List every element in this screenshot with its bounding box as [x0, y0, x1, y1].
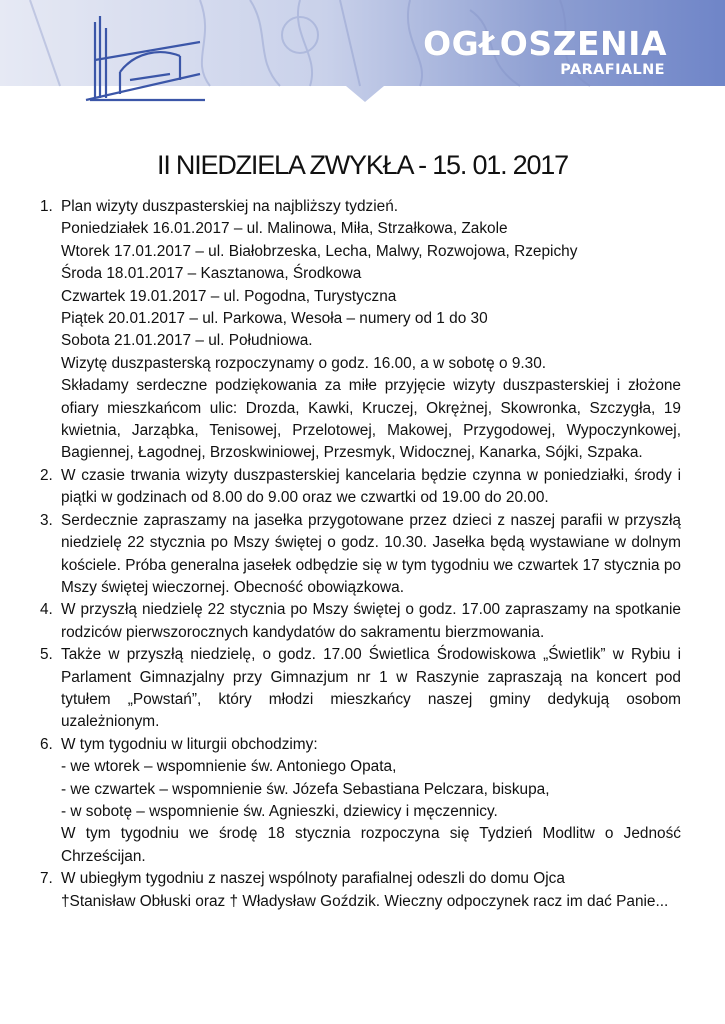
liturgy-bullet: - we wtorek – wspomnienie św. Antoniego Opata,	[61, 758, 397, 776]
schedule-line: Poniedziałek 16.01.2017 – ul. Malinowa, Miła, Strzałkowa, Zakole	[61, 220, 508, 238]
announcement-item-4	[40, 599, 681, 644]
schedule-line: Środa 18.01.2017 – Kasztanowa, Środkowa	[61, 265, 362, 283]
banner-title: OGŁOSZENIA	[423, 24, 667, 63]
thanks-paragraph: Składamy serdeczne podziękowania za miłe przyjęcie wizyty duszpasterskiej i złożone ofiary mieszkańcom ulic: Drozda, Kawki, Kruczej, Okrężnej, Skowronka, Szczygła, 19 kwietnia, Jarząbka, Tenisowej, Przelotowej, Makowej, Przygodowej, Wypoczynkowej, Bagiennej, Łagodnej, Brzoskwiniowej, Przesmyk, Widocznej, Kanarka, Sójki, Szpaka.	[61, 377, 681, 462]
item-text: W czasie trwania wizyty duszpasterskiej kancelaria będzie czynna w poniedziałki, środy i piątki w godzinach od 8.00 do 9.00 oraz we czwartki od 19.00 do 20.00.	[61, 466, 681, 507]
item-number: 3.	[40, 511, 53, 529]
announcement-item-3	[40, 510, 681, 600]
item-intro: W tym tygodniu w liturgii obchodzimy:	[61, 735, 318, 753]
schedule-line: Wtorek 17.01.2017 – ul. Białobrzeska, Lecha, Malwy, Rozwojowa, Rzepichy	[61, 242, 578, 260]
header-banner	[0, 0, 725, 104]
schedule-line: Wizytę duszpasterską rozpoczynamy o godz. 16.00, a w sobotę o 9.30.	[61, 354, 547, 372]
item-line: W ubiegłym tygodniu z naszej wspólnoty parafialnej odeszli do domu Ojca	[61, 870, 565, 888]
announcement-item-6	[40, 734, 681, 868]
item-text: Serdecznie zapraszamy na jasełka przygotowane przez dzieci z naszej parafii w przyszłą niedzielę 22 stycznia po Mszy świętej o godz. 10.30. Jasełka będą wystawiane w dolnym kościele. Próba generalna jasełek odbędzie się w tym tygodniu we czwartek 17 stycznia po Mszy świętej wieczornej. Obecność obowiązkowa.	[61, 511, 681, 596]
announcement-list	[40, 196, 681, 913]
item-text: W przyszłą niedzielę 22 stycznia po Mszy świętej o godz. 17.00 zapraszamy na spotkanie rodziców pierwszorocznych kandydatów do sakramentu bierzmowania.	[61, 601, 681, 641]
liturgy-bullet: - we czwartek – wspomnienie św. Józefa Sebastiana Pelczara, biskupa,	[61, 780, 550, 798]
announcement-item-2	[40, 465, 681, 510]
announcement-item-7	[40, 868, 681, 913]
page-title: II NIEDZIELA ZWYKŁA - 15. 01. 2017	[157, 150, 568, 180]
liturgy-bullet: - w sobotę – wspomnienie św. Agnieszki, dziewicy i męczennicy.	[61, 802, 498, 820]
item-intro: Plan wizyty duszpasterskiej na najbliższy tydzień.	[61, 198, 399, 215]
schedule-line: Sobota 21.01.2017 – ul. Południowa.	[61, 332, 313, 350]
banner-subtitle: PARAFIALNE	[560, 62, 665, 78]
item-number: 7.	[40, 870, 53, 888]
item-number: 1.	[40, 198, 53, 215]
item-number: 4.	[40, 601, 53, 619]
item-note: W tym tygodniu we środę 18 stycznia rozpoczyna się Tydzień Modlitw o Jedność Chrześcijan.	[61, 825, 681, 865]
announcement-item-1	[40, 196, 681, 465]
item-number: 5.	[40, 646, 53, 664]
announcement-item-5	[40, 644, 681, 734]
item-number: 2.	[40, 466, 53, 484]
item-line: †Stanisław Obłuski oraz † Władysław Goździk. Wieczny odpoczynek racz im dać Panie...	[61, 892, 669, 910]
schedule-line: Piątek 20.01.2017 – ul. Parkowa, Wesoła – numery od 1 do 30	[61, 310, 488, 328]
item-number: 6.	[40, 735, 53, 753]
announcements	[40, 196, 681, 913]
schedule-line: Czwartek 19.01.2017 – ul. Pogodna, Turystyczna	[61, 287, 397, 305]
item-text: Także w przyszłą niedzielę, o godz. 17.00 Świetlica Środowiskowa „Świetlik” w Rybiu i Parlament Gimnazjalny przy Gimnazjum nr 1 w Raszynie zapraszają na koncert pod tytułem „Powstań”, który młodzi mieszkańcy naszej gminy dedykują osobom uzależnionym.	[61, 646, 681, 731]
